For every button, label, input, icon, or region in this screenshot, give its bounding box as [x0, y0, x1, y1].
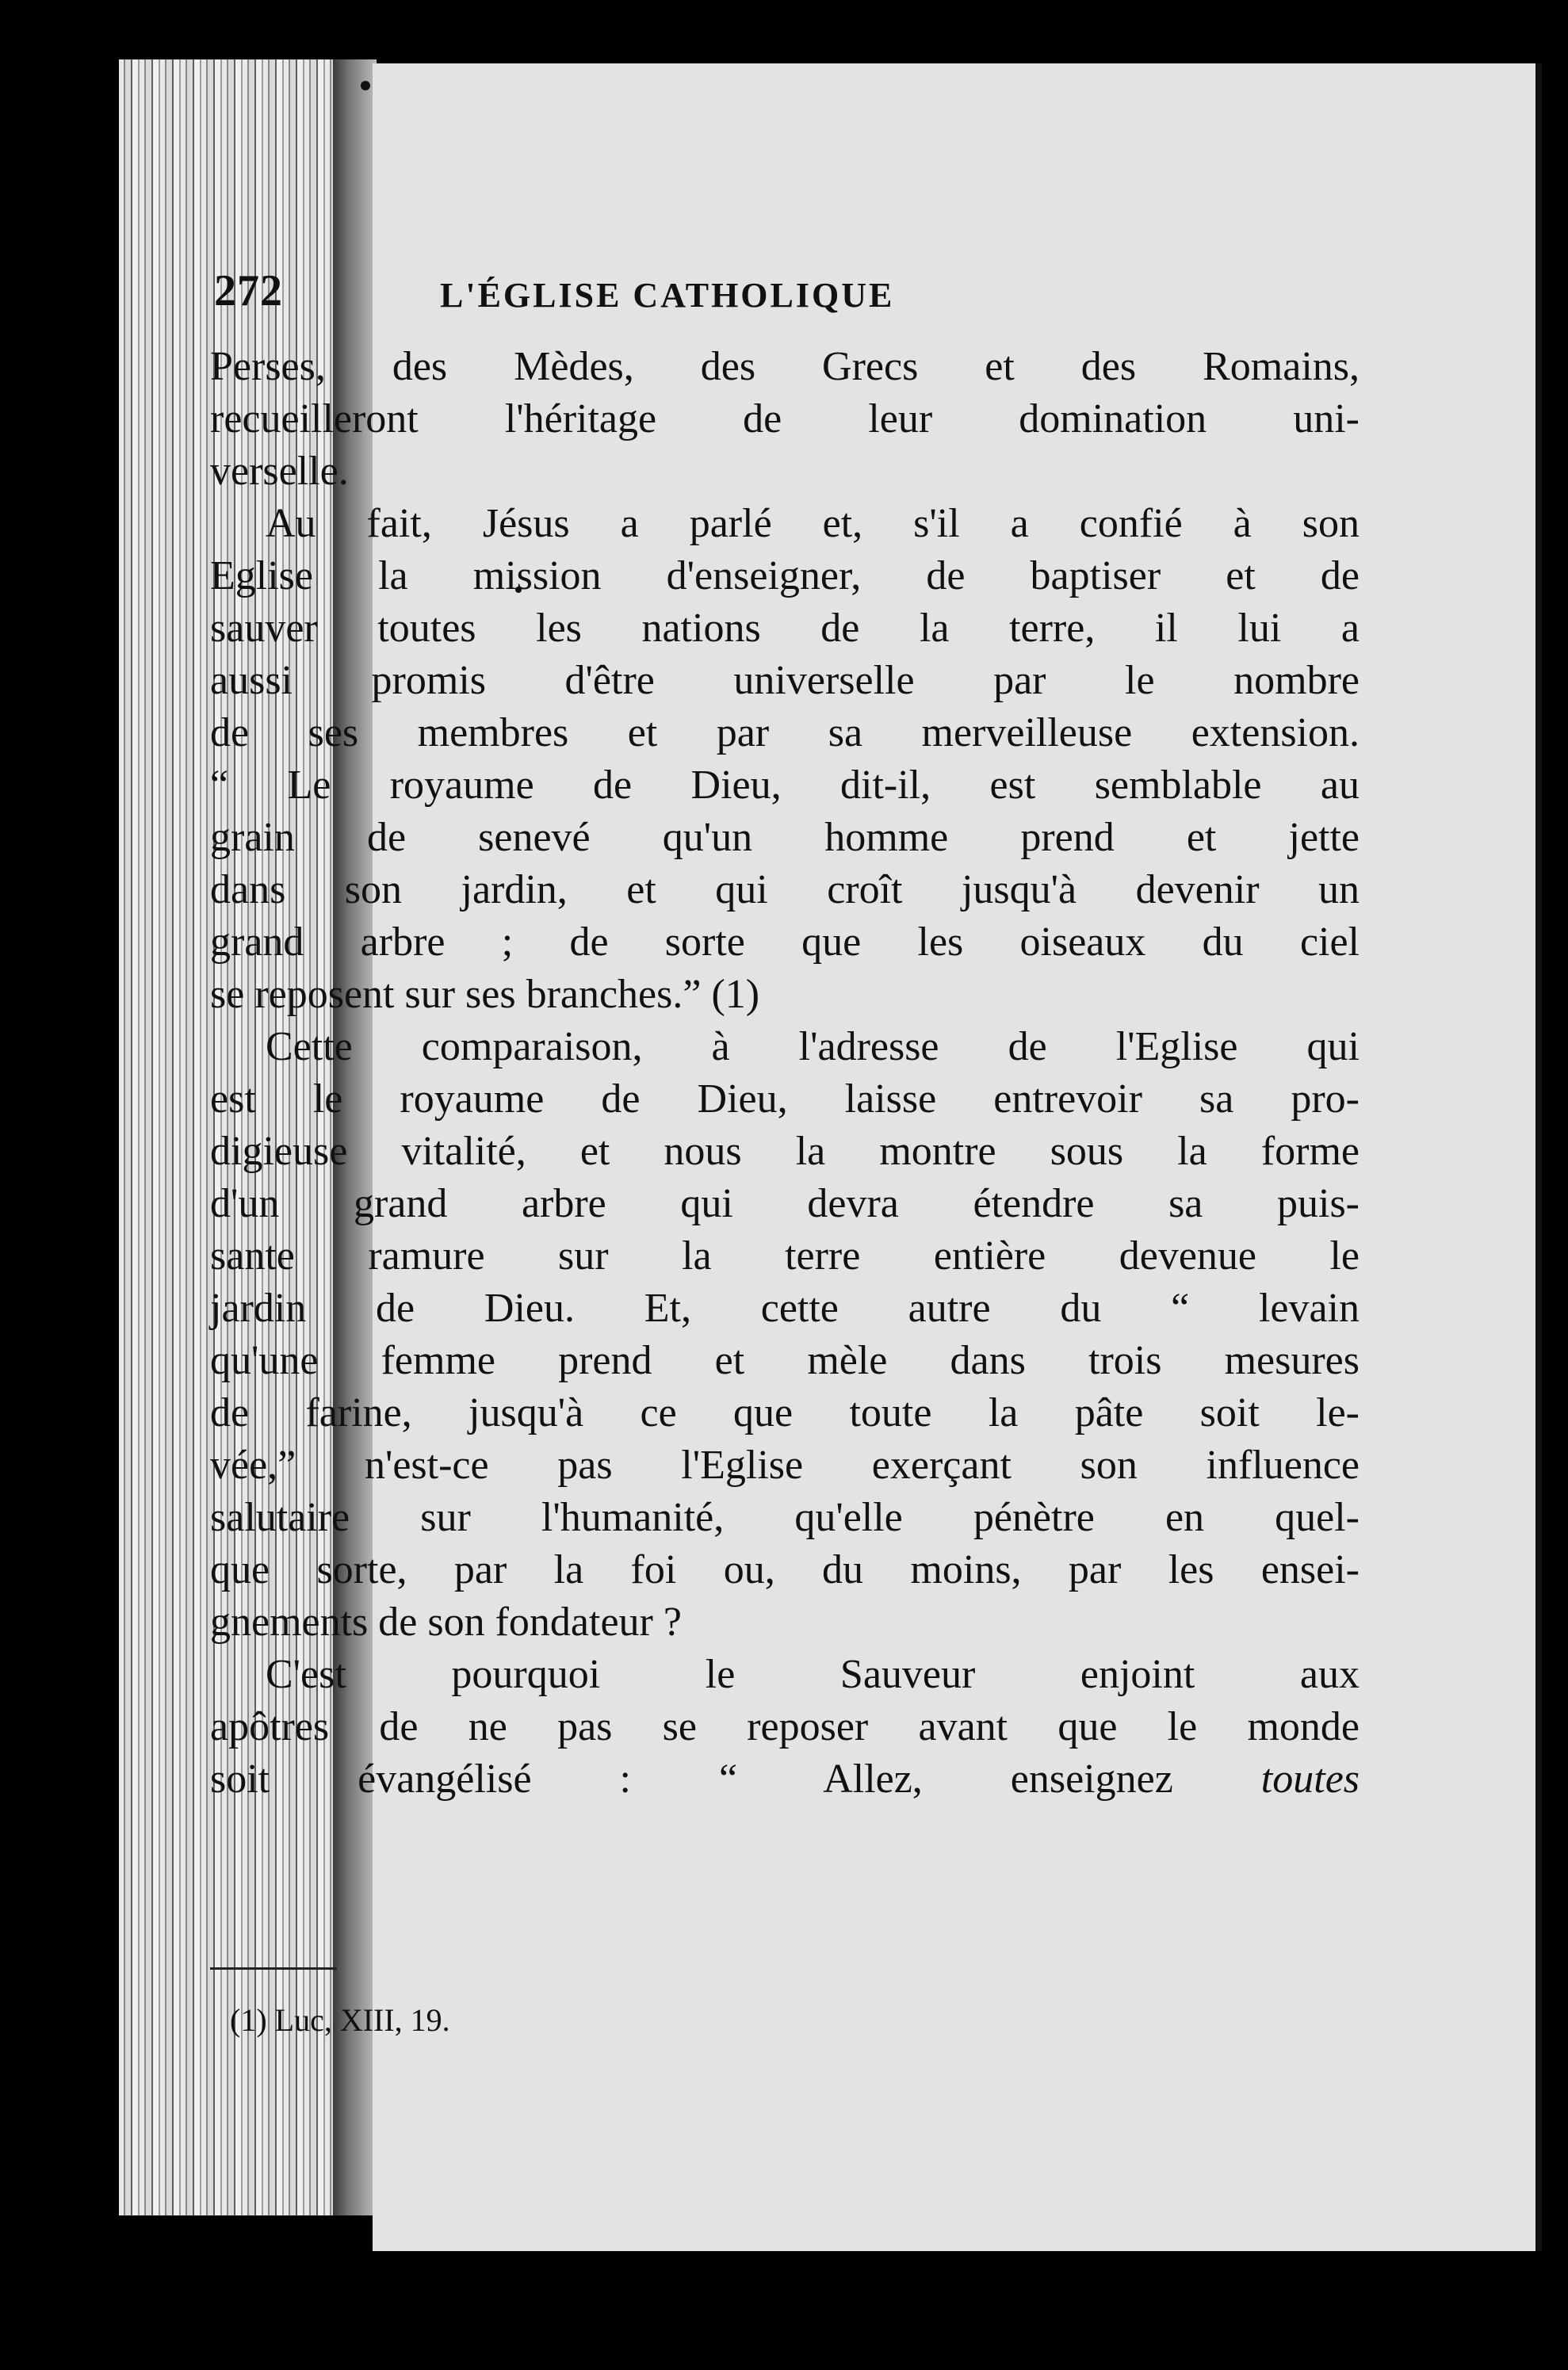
text-line	[210, 1492, 1360, 1544]
text-line	[210, 1649, 1360, 1701]
text-line	[210, 1073, 1360, 1126]
text-line-content: aussi promis d'être universelle par le nombre	[210, 658, 1360, 703]
text-line-content: d'un grand arbre qui devra étendre sa puis-	[210, 1181, 1360, 1226]
text-line	[210, 550, 1360, 602]
text-line-content: Cette comparaison, à l'adresse de l'Eglise qui	[266, 1024, 1360, 1069]
text-line	[210, 1126, 1360, 1178]
text-line-content: que sorte, par la foi ou, du moins, par les ensei-	[210, 1547, 1360, 1592]
text-line	[210, 1178, 1360, 1230]
page-header	[214, 266, 1340, 329]
text-line-content: digieuse vitalité, et nous la montre sous la forme	[210, 1129, 1360, 1174]
text-line-content: sauver toutes les nations de la terre, il lui a	[210, 606, 1360, 651]
text-line	[210, 916, 1360, 969]
text-line	[210, 707, 1360, 759]
text-line	[210, 1596, 1360, 1649]
text-line-content: sante ramure sur la terre entière devenue le	[210, 1233, 1360, 1279]
text-line-content: gnements de son fondateur ?	[210, 1600, 682, 1645]
text-line-content: salutaire sur l'humanité, qu'elle pénètre en quel-	[210, 1495, 1360, 1540]
page-number: 272	[214, 266, 283, 315]
ink-speck	[361, 81, 370, 90]
text-line	[210, 1753, 1360, 1806]
text-line-content: grain de senevé qu'un homme prend et jette	[210, 815, 1360, 860]
text-line	[210, 393, 1360, 445]
text-line-content: “ Le royaume de Dieu, dit-il, est semblable au	[210, 763, 1360, 808]
text-line	[210, 498, 1360, 550]
text-line	[210, 759, 1360, 812]
text-line	[210, 341, 1360, 393]
text-line-content: est le royaume de Dieu, laisse entrevoir sa pro-	[210, 1076, 1360, 1122]
text-line	[210, 1387, 1360, 1439]
body-text	[210, 341, 1360, 1806]
text-line-content: recueilleront l'héritage de leur domination uni-	[210, 396, 1360, 442]
text-line	[210, 655, 1360, 707]
text-line-content: se reposent sur ses branches.” (1)	[210, 972, 760, 1017]
text-line	[210, 864, 1360, 916]
text-line-content: verselle.	[210, 449, 349, 494]
text-line-content: qu'une femme prend et mèle dans trois mesures	[210, 1338, 1360, 1383]
footnote-rule	[210, 1967, 337, 1970]
text-line-content: de ses membres et par sa merveilleuse extension.	[210, 710, 1360, 755]
text-line	[210, 1701, 1360, 1753]
text-line	[210, 1544, 1360, 1596]
text-line-content: soit évangélisé : “ Allez, enseignez	[210, 1756, 1173, 1802]
text-line-content: de farine, jusqu'à ce que toute la pâte soit le-	[210, 1390, 1360, 1435]
text-line-content: apôtres de ne pas se reposer avant que le monde	[210, 1704, 1360, 1749]
text-line	[210, 1335, 1360, 1387]
text-line-content: Eglise la mission d'enseigner, de baptiser et de	[210, 553, 1360, 598]
text-line	[210, 969, 1360, 1021]
text-line-content: vée,” n'est-ce pas l'Eglise exerçant son influence	[210, 1443, 1360, 1488]
text-line	[210, 812, 1360, 864]
text-line-content: dans son jardin, et qui croît jusqu'à devenir un	[210, 867, 1360, 912]
text-line-italic: toutes	[1260, 1756, 1360, 1802]
text-line	[210, 1021, 1360, 1073]
text-line-content: grand arbre ; de sorte que les oiseaux du ciel	[210, 919, 1360, 965]
text-line	[210, 445, 1360, 498]
text-line-content: jardin de Dieu. Et, cette autre du “ levain	[210, 1286, 1360, 1331]
text-line-content: Perses, des Mèdes, des Grecs et des Romains,	[210, 344, 1360, 389]
text-line	[210, 1439, 1360, 1492]
text-line-content: C'est pourquoi le Sauveur enjoint aux	[266, 1652, 1360, 1697]
running-head: L'ÉGLISE CATHOLIQUE	[440, 276, 895, 315]
text-line	[210, 602, 1360, 655]
text-line	[210, 1282, 1360, 1335]
text-line-content: Au fait, Jésus a parlé et, s'il a confié à son	[266, 501, 1360, 546]
text-line	[210, 1230, 1360, 1282]
footnote: (1) Luc, XIII, 19.	[230, 2002, 450, 2038]
